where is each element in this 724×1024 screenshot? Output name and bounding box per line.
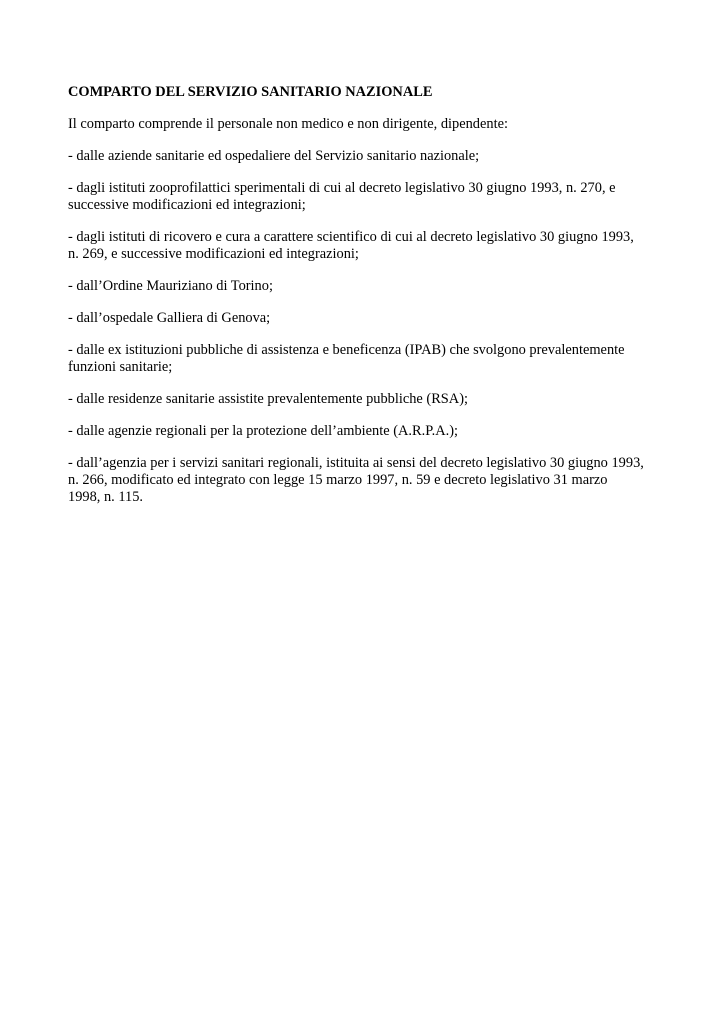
list-item-line: - dagli istituti zooprofilattici sperimentali di cui al decreto legislativo 30 giugno 1993, n. 270, e (68, 180, 616, 196)
list-item-line: successive modificazioni ed integrazioni; (68, 197, 306, 213)
list-item (68, 148, 668, 165)
list-item-line: - dall’agenzia per i servizi sanitari regionali, istituita ai sensi del decreto legislativo 30 giugno 1993, (68, 455, 644, 471)
list-item-line: n. 269, e successive modificazioni ed integrazioni; (68, 246, 359, 262)
list-item (68, 423, 668, 440)
list-item-line: - dall’ospedale Galliera di Genova; (68, 310, 271, 326)
list-item-line: 1998, n. 115. (68, 489, 144, 505)
list-item (68, 391, 668, 408)
list-item-line: - dalle residenze sanitarie assistite prevalentemente pubbliche (RSA); (68, 391, 468, 407)
document-title: COMPARTO DEL SERVIZIO SANITARIO NAZIONALE (68, 84, 433, 100)
list-item (68, 278, 668, 295)
list-item-line: - dall’Ordine Mauriziano di Torino; (68, 278, 273, 294)
list-item-line: n. 266, modificato ed integrato con legge 15 marzo 1997, n. 59 e decreto legislativo 31 marzo (68, 472, 608, 488)
employer-list (68, 148, 668, 506)
list-item (68, 180, 668, 214)
list-item-line: - dalle ex istituzioni pubbliche di assistenza e beneficenza (IPAB) che svolgono prevalentemente (68, 342, 625, 358)
list-item (68, 229, 668, 263)
list-item (68, 310, 668, 327)
document-page (68, 84, 668, 506)
list-item-line: funzioni sanitarie; (68, 359, 173, 375)
list-item-line: - dagli istituti di ricovero e cura a carattere scientifico di cui al decreto legislativo 30 giugno 1993, (68, 229, 634, 245)
list-item (68, 342, 668, 376)
list-item (68, 455, 668, 506)
list-item-line: - dalle agenzie regionali per la protezione dell’ambiente (A.R.P.A.); (68, 423, 458, 439)
intro-paragraph: Il comparto comprende il personale non medico e non dirigente, dipendente: (68, 116, 508, 132)
list-item-line: - dalle aziende sanitarie ed ospedaliere del Servizio sanitario nazionale; (68, 148, 480, 164)
